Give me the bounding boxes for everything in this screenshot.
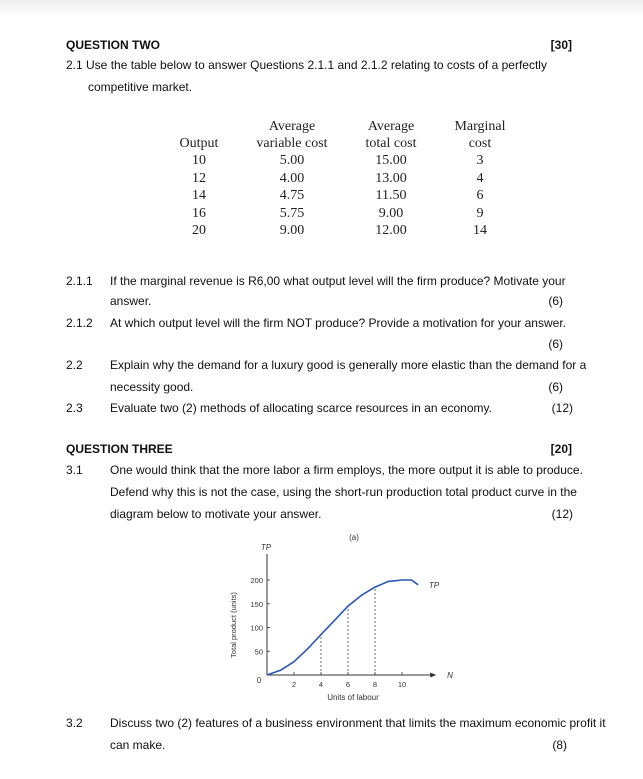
x-axis-label: Units of labour bbox=[327, 693, 379, 702]
x-tick-label: 4 bbox=[318, 680, 324, 689]
q23-number: 2.3 bbox=[66, 401, 83, 415]
mc-header-line1: Marginal bbox=[454, 119, 506, 134]
output-column bbox=[170, 118, 228, 240]
chart-plot-area bbox=[250, 554, 436, 689]
tp-curve bbox=[267, 580, 418, 675]
question-three-title: QUESTION THREE bbox=[66, 442, 173, 456]
q32-line1: Discuss two (2) features of a business environment that limits the maximum economic profit it bbox=[110, 716, 606, 730]
x-tick-label: 8 bbox=[372, 680, 378, 689]
y-axis-title: TP bbox=[260, 543, 272, 552]
question-two-marks: [30] bbox=[550, 38, 572, 52]
atc-column bbox=[356, 118, 426, 240]
mc-header-line2: cost bbox=[468, 136, 492, 151]
question-three-marks: [20] bbox=[550, 442, 572, 456]
q22-line2: necessity good. bbox=[110, 380, 194, 394]
q31-line3: diagram below to motivate your answer. bbox=[110, 507, 322, 521]
avc-cell: 4.75 bbox=[279, 188, 305, 204]
avc-cell: 4.00 bbox=[279, 170, 305, 186]
q32-line2: can make. bbox=[110, 738, 166, 752]
q23-line1: Evaluate two (2) methods of allocating scarce resources in an economy. bbox=[110, 401, 492, 415]
origin-label: 0 bbox=[256, 676, 262, 685]
q31-line2: Defend why this is not the case, using the short-run production total product curve in the bbox=[110, 485, 577, 499]
q211-marks: (6) bbox=[548, 294, 563, 308]
q22-line1: Explain why the demand for a luxury good is generally more elastic than the demand for a bbox=[110, 358, 587, 372]
q31-number: 3.1 bbox=[66, 463, 83, 477]
atc-cell: 15.00 bbox=[375, 153, 407, 168]
avc-cell: 9.00 bbox=[279, 223, 305, 239]
y-tick-label: 200 bbox=[250, 576, 263, 585]
avc-column bbox=[244, 118, 340, 240]
q212-number: 2.1.2 bbox=[66, 316, 93, 330]
q22-number: 2.2 bbox=[66, 358, 83, 372]
q211-number: 2.1.1 bbox=[66, 274, 93, 288]
mc-cell: 6 bbox=[476, 188, 484, 204]
output-cell: 12 bbox=[192, 170, 206, 186]
y-tick-label: 100 bbox=[250, 623, 263, 633]
output-cell: 20 bbox=[192, 223, 206, 239]
avc-header-line1: Average bbox=[268, 119, 316, 134]
tp-curve-label: TP bbox=[428, 581, 440, 590]
x-tick-label: 2 bbox=[291, 680, 297, 689]
atc-header-line2: total cost bbox=[365, 136, 417, 151]
x-tick-label: 6 bbox=[345, 680, 351, 689]
q212-marks: (6) bbox=[548, 337, 563, 351]
atc-cell: 13.00 bbox=[375, 170, 407, 186]
avc-header-line2: variable cost bbox=[256, 136, 328, 151]
q21-intro-line1: 2.1 Use the table below to answer Questions 2.1.1 and 2.1.2 relating to costs of a perfectly bbox=[66, 58, 547, 72]
mc-cell: 9 bbox=[476, 205, 484, 221]
q211-line1: If the marginal revenue is R6,00 what output level will the firm produce? Motivate your bbox=[110, 274, 566, 288]
atc-cell: 11.50 bbox=[375, 188, 407, 204]
q31-marks: (12) bbox=[551, 507, 573, 521]
mc-cell: 4 bbox=[476, 170, 484, 186]
q23-marks: (12) bbox=[551, 401, 573, 415]
q31-line1: One would think that the more labor a firm employs, the more output it is able to produce. bbox=[110, 463, 583, 477]
y-axis-label: Total product (units) bbox=[229, 592, 238, 658]
top-shadow-bar bbox=[0, 0, 643, 18]
x-axis-end-label: N bbox=[447, 671, 453, 680]
total-product-chart bbox=[222, 530, 472, 705]
avc-cell: 5.00 bbox=[279, 153, 305, 168]
atc-cell: 9.00 bbox=[378, 205, 404, 221]
output-cell: 14 bbox=[192, 188, 206, 204]
output-cell: 16 bbox=[192, 205, 206, 221]
mc-cell: 14 bbox=[473, 223, 487, 239]
question-two-title: QUESTION TWO bbox=[66, 38, 160, 52]
output-header: Output bbox=[179, 136, 219, 151]
x-tick-label: 10 bbox=[397, 680, 407, 689]
chart-title: (a) bbox=[349, 533, 359, 542]
atc-header-line1: Average bbox=[367, 119, 415, 134]
y-tick-label: 50 bbox=[254, 647, 263, 657]
y-tick-label: 150 bbox=[250, 599, 263, 609]
atc-cell: 12.00 bbox=[375, 223, 407, 239]
output-cell: 10 bbox=[192, 153, 206, 168]
x-axis-arrow bbox=[430, 673, 436, 678]
avc-cell: 5.75 bbox=[279, 205, 305, 221]
mc-cell: 3 bbox=[476, 153, 484, 168]
q21-intro-line2: competitive market. bbox=[88, 80, 193, 94]
mc-column bbox=[442, 118, 518, 240]
q211-line2: answer. bbox=[110, 294, 152, 308]
q32-number: 3.2 bbox=[66, 716, 83, 730]
q22-marks: (6) bbox=[548, 380, 563, 394]
q32-marks: (8) bbox=[552, 738, 567, 752]
q212-line1: At which output level will the firm NOT produce? Provide a motivation for your answer. bbox=[110, 316, 566, 330]
